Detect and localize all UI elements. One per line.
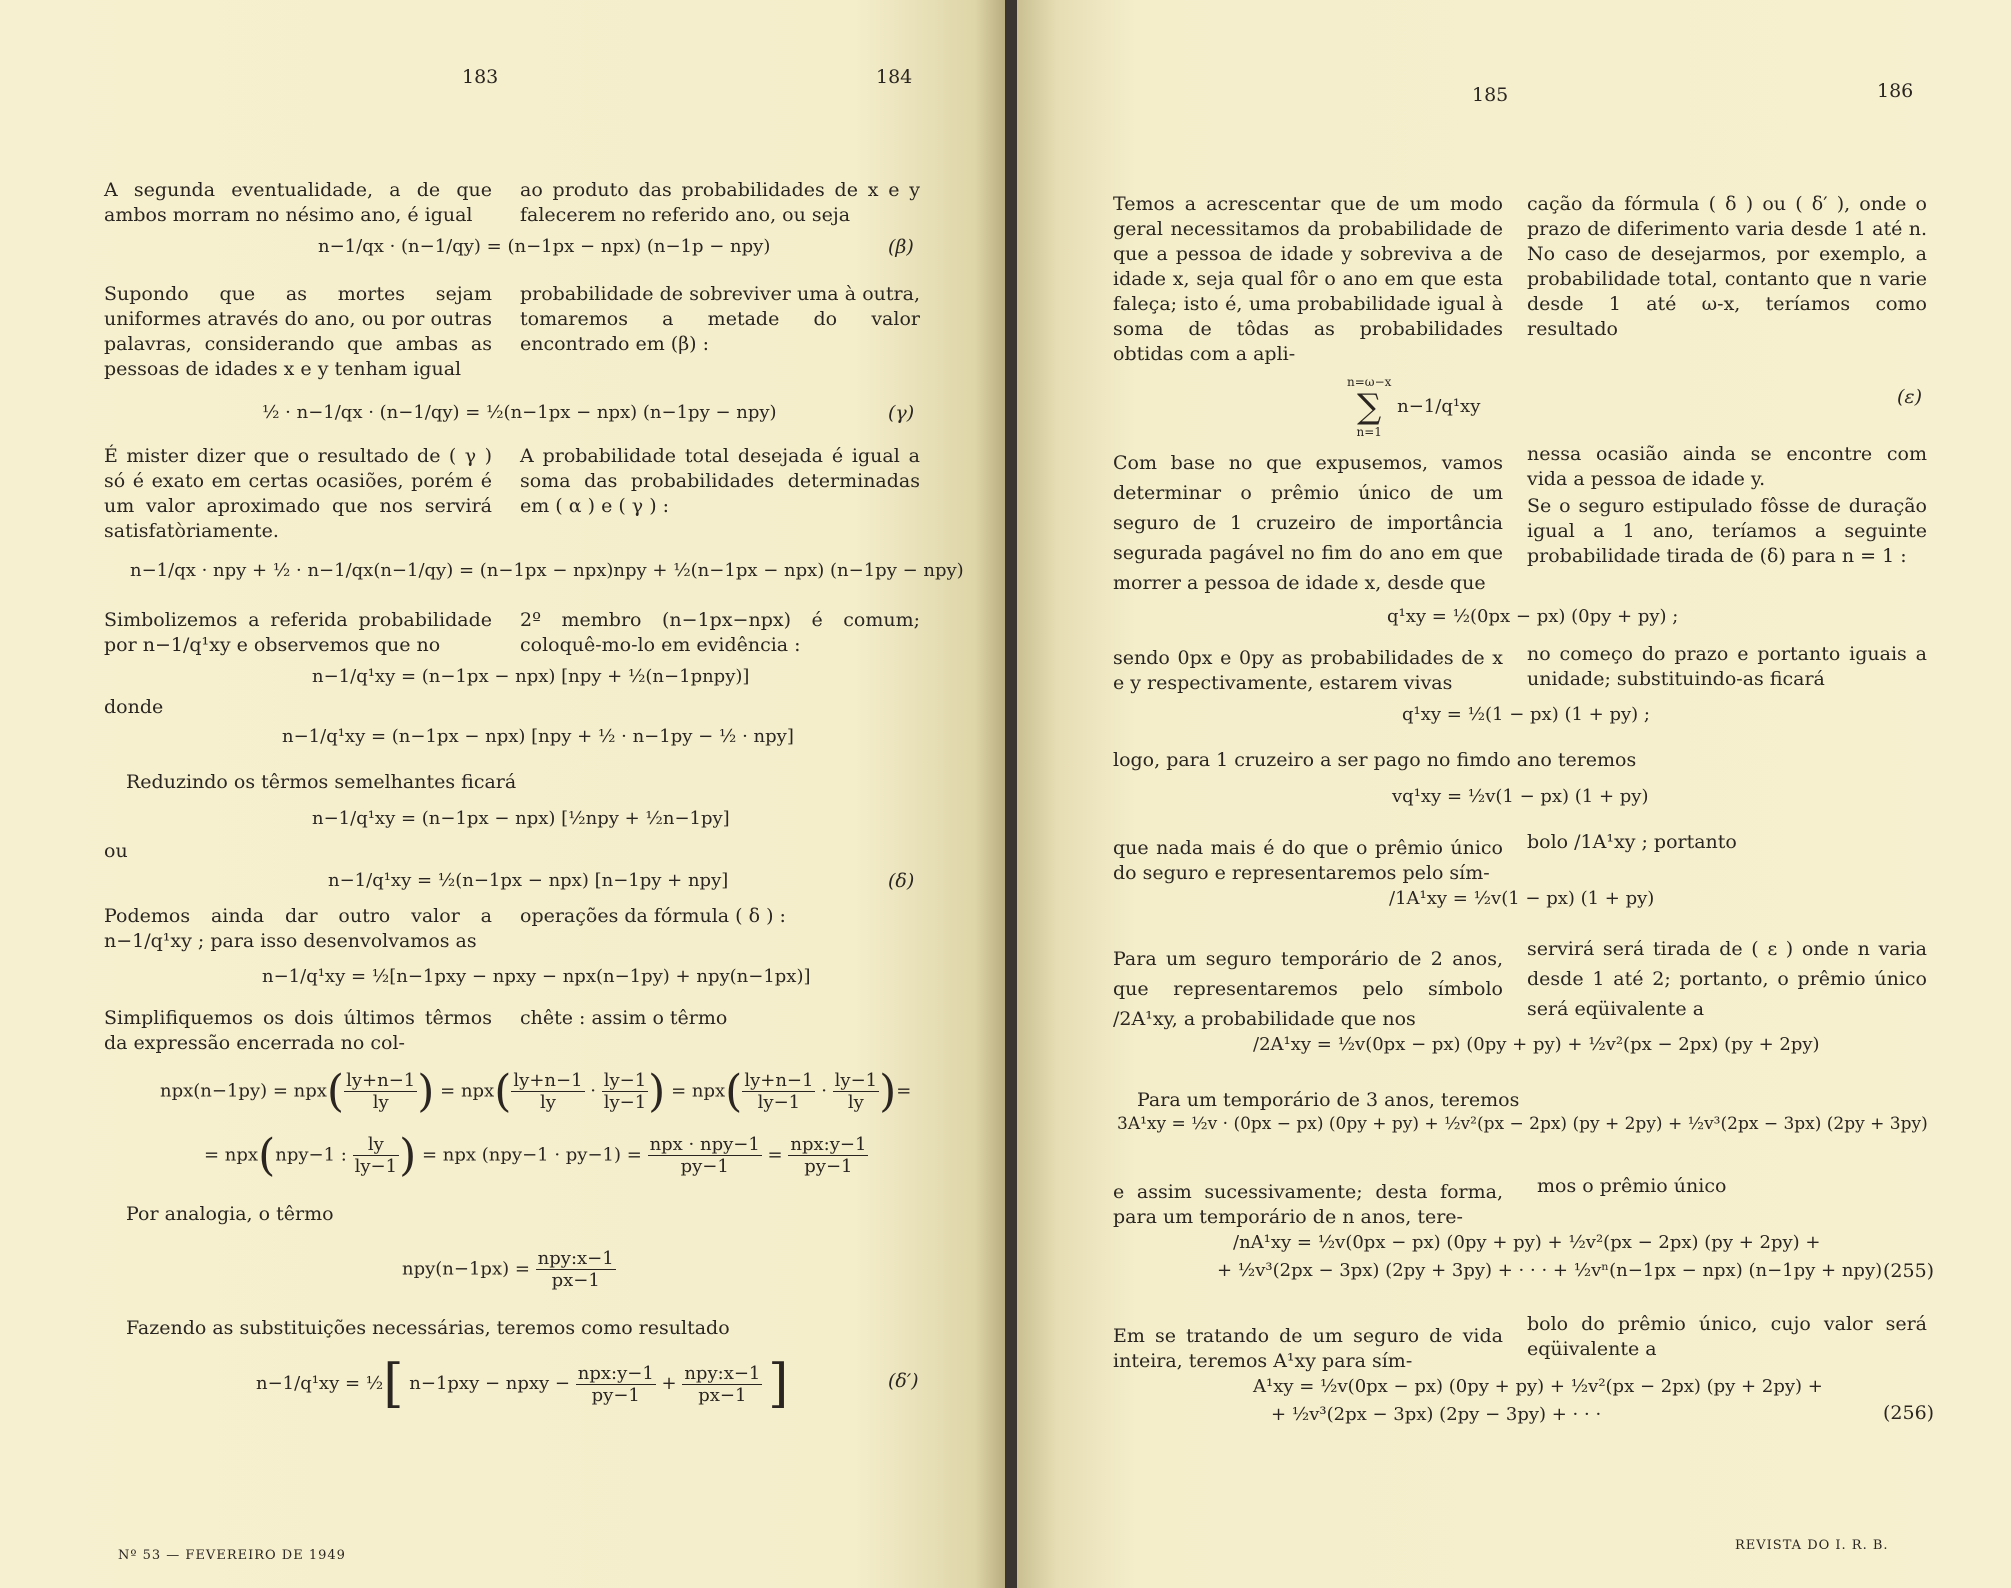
equation: n−1/q¹xy = (n−1px − npx) [npy + ½(n−1pnpy)] xyxy=(312,666,750,687)
equation-label: (γ) xyxy=(888,402,915,424)
page-number-184: 184 xyxy=(876,66,913,88)
paragraph: Reduzindo os têrmos semelhantes ficará xyxy=(126,771,517,793)
equation-256-line1: A¹xy = ½v(0px − px) (0py + py) + ½v²(px − 2px) (py + 2py) + xyxy=(1253,1376,1823,1397)
equation-label: (ε) xyxy=(1897,386,1923,408)
paragraph: bolo /1A¹xy ; portanto xyxy=(1527,831,1737,853)
equation: q¹xy = ½(0px − px) (0py + py) ; xyxy=(1387,606,1679,627)
paragraph: Se o seguro estipulado fôsse de duração igual a 1 ano, teríamos a seguinte probabilidade tirada de (δ) para n = 1 : xyxy=(1527,495,1927,567)
equation: vq¹xy = ½v(1 − px) (1 + py) xyxy=(1392,786,1649,807)
paragraph: que nada mais é do que o prêmio único do seguro e representaremos pelo sím- xyxy=(1113,837,1503,884)
paragraph: Podemos ainda dar outro valor a n−1/q¹xy ; para isso desenvolvamos as xyxy=(104,905,492,952)
paragraph: Supondo que as mortes sejam uniformes através do ano, ou por outras palavras, considerando que ambas as pessoas de idades x e y tenham igual xyxy=(104,283,492,380)
equation-total: n−1/qx · npy + ½ · n−1/qx(n−1/qy) = (n−1px − npx)npy + ½(n−1px − npx) (n−1py − npy) xyxy=(130,560,964,581)
equation-255-line2: + ½v³(2px − 3px) (2py + 3py) + · · · + ½vⁿ(n−1px − npx) (n−1py + npy) xyxy=(1217,1260,1883,1281)
paragraph: A probabilidade total desejada é igual a soma das probabilidades determinadas em ( α ) e ( γ ) : xyxy=(520,445,920,517)
equation-delta: n−1/q¹xy = ½(n−1px − npx) [n−1py + npy] xyxy=(328,870,729,891)
page-footer: REVISTA DO I. R. B. xyxy=(1735,1538,1889,1553)
paragraph: Com base no que expusemos, vamos determinar o prêmio único de um seguro de 1 cruzeiro de importância segurada pagável no fim do ano em que morrer a pessoa de idade x, desde que xyxy=(1113,452,1503,594)
page-footer: Nº 53 — FEVEREIRO DE 1949 xyxy=(118,1548,346,1563)
equation: 3A¹xy = ½v · (0px − px) (0py + py) + ½v²(px − 2px) (py + 2py) + ½v³(2px − 3px) (2py + 3py) xyxy=(1117,1114,1928,1134)
right-page xyxy=(1017,0,2011,1588)
paragraph: operações da fórmula ( δ ) : xyxy=(520,905,786,927)
equation-255-line1: /nA¹xy = ½v(0px − px) (0py + py) + ½v²(px − 2px) (py + 2py) + xyxy=(1233,1232,1821,1253)
paragraph: 2º membro (n−1px−npx) é comum; coloquê-mo-lo em evidência : xyxy=(520,609,920,656)
equation-expansion: npx(n−1py) = npx( $\frac{ly+n-1}{ly}$ ) = npx( $\frac{ly+n-1}{ly}$ · $\frac{ly-1}{ly-1}$ ) = npx( $\frac{ly+n-1}{ly-1}$ · $\frac{ly-1}{ly}$ )= xyxy=(160,1066,912,1117)
paragraph: A segunda eventualidade, a de que ambos morram no nésimo ano, é igual xyxy=(104,179,492,226)
equation-label: (β) xyxy=(888,236,914,258)
equation-label: (δ) xyxy=(888,870,915,892)
paragraph: Fazendo as substituições necessárias, teremos como resultado xyxy=(126,1317,730,1339)
page-number-183: 183 xyxy=(462,66,499,88)
equation-label: (δ′) xyxy=(888,1370,919,1392)
equation: n−1/q¹xy = (n−1px − npx) [½npy + ½n−1py] xyxy=(312,808,730,829)
paragraph: Por analogia, o têrmo xyxy=(126,1203,334,1225)
book-gutter xyxy=(1005,0,1017,1588)
equation-label: (255) xyxy=(1883,1260,1935,1282)
left-page xyxy=(0,0,1005,1588)
page-number-186: 186 xyxy=(1877,80,1914,102)
equation-expansion: = npx(npy−1 : $\frac{ly}{ly-1}$ ) = npx (npy−1 · py−1) = $\frac{\text{npx · npy−1}}{py-1}$ = $\frac{\text{npx:y−1}}{py-1}$ xyxy=(204,1130,867,1181)
paragraph: Simplifiquemos os dois últimos têrmos da expressão encerrada no col- xyxy=(104,1007,492,1054)
equation: q¹xy = ½(1 − px) (1 + py) ; xyxy=(1402,704,1650,725)
equation-label: (256) xyxy=(1883,1402,1935,1424)
page-number-185: 185 xyxy=(1472,84,1509,106)
paragraph: Para um seguro temporário de 2 anos, que representaremos pelo símbolo /2A¹xy, a probabilidade que nos xyxy=(1113,948,1503,1030)
paragraph: Em se tratando de um seguro de vida inteira, teremos A¹xy para sím- xyxy=(1113,1325,1503,1372)
paragraph: Para um temporário de 3 anos, teremos xyxy=(1137,1089,1520,1111)
equation-beta: n−1/qx · (n−1/qy) = (n−1px − npx) (n−1p − npy) xyxy=(318,236,771,257)
paragraph: e assim sucessivamente; desta forma, para um temporário de n anos, tere- xyxy=(1113,1181,1503,1228)
paragraph: servirá será tirada de ( ε ) onde n varia desde 1 até 2; portanto, o prêmio único será eqüivalente a xyxy=(1527,938,1927,1020)
paragraph: chête : assim o têrmo xyxy=(520,1007,728,1029)
equation-256-line2: + ½v³(2px − 3px) (2py − 3py) + · · · xyxy=(1271,1404,1602,1425)
equation-analogy: npy(n−1px) = $\frac{\text{npy:x−1}}{px-1}$ xyxy=(402,1248,614,1291)
paragraph: sendo 0px e 0py as probabilidades de x e y respectivamente, estarem vivas xyxy=(1113,647,1503,694)
equation: /2A¹xy = ½v(0px − px) (0py + py) + ½v²(px − 2px) (py + 2py) xyxy=(1253,1034,1820,1055)
paragraph: no começo do prazo e portanto iguais a unidade; substituindo-as ficará xyxy=(1527,643,1927,690)
paragraph: bolo do prêmio único, cujo valor será eqüivalente a xyxy=(1527,1313,1927,1360)
equation-gamma: ½ · n−1/qx · (n−1/qy) = ½(n−1px − npx) (n−1py − npy) xyxy=(262,402,777,423)
paragraph: É mister dizer que o resultado de ( γ ) só é exato em certas ocasiões, porém é um valor aproximado que nos servirá satisfatòriamente. xyxy=(104,445,492,542)
equation: n−1/q¹xy = ½[n−1pxy − npxy − npx(n−1py) + npy(n−1px)] xyxy=(262,966,811,987)
paragraph: probabilidade de sobreviver uma à outra, tomaremos a metade do valor encontrado em (β) : xyxy=(520,283,920,355)
equation-epsilon: n=ω−x ∑ n=1 n−1/q¹xy xyxy=(1347,375,1481,439)
equation-delta-prime: n−1/q¹xy = ½[ n−1pxy − npxy − $\frac{\text{npx:y−1}}{py-1}$ + $\frac{\text{npy:x−1}}{px-1}$ ] xyxy=(256,1354,789,1414)
equation: /1A¹xy = ½v(1 − px) (1 + py) xyxy=(1389,888,1655,909)
paragraph: cação da fórmula ( δ ) ou ( δ′ ), onde o prazo de diferimento varia desde 1 até n. No caso de desejarmos, por exemplo, a probabilidade total, contanto que n varie desde 1 até ω-x, teríamos como resultado xyxy=(1527,193,1927,340)
equation: n−1/q¹xy = (n−1px − npx) [npy + ½ · n−1py − ½ · npy] xyxy=(282,726,794,747)
paragraph: ao produto das probabilidades de x e y falecerem no referido ano, ou seja xyxy=(520,179,920,226)
paragraph: mos o prêmio único xyxy=(1537,1175,1727,1197)
word-donde: donde xyxy=(104,696,164,718)
word-ou: ou xyxy=(104,840,128,862)
paragraph: Simbolizemos a referida probabilidade por n−1/q¹xy e observemos que no xyxy=(104,609,492,656)
paragraph: logo, para 1 cruzeiro a ser pago no fimdo ano teremos xyxy=(1113,749,1637,771)
paragraph: Temos a acrescentar que de um modo geral necessitamos da probabilidade de que a pessoa de idade y sobreviva a de idade x, seja qual fôr o ano em que esta faleça; isto é, uma probabilidade igual à soma de tôdas as probabilidades obtidas com a apli- xyxy=(1113,193,1503,365)
paragraph: nessa ocasião ainda se encontre com vida a pessoa de idade y. xyxy=(1527,443,1927,490)
